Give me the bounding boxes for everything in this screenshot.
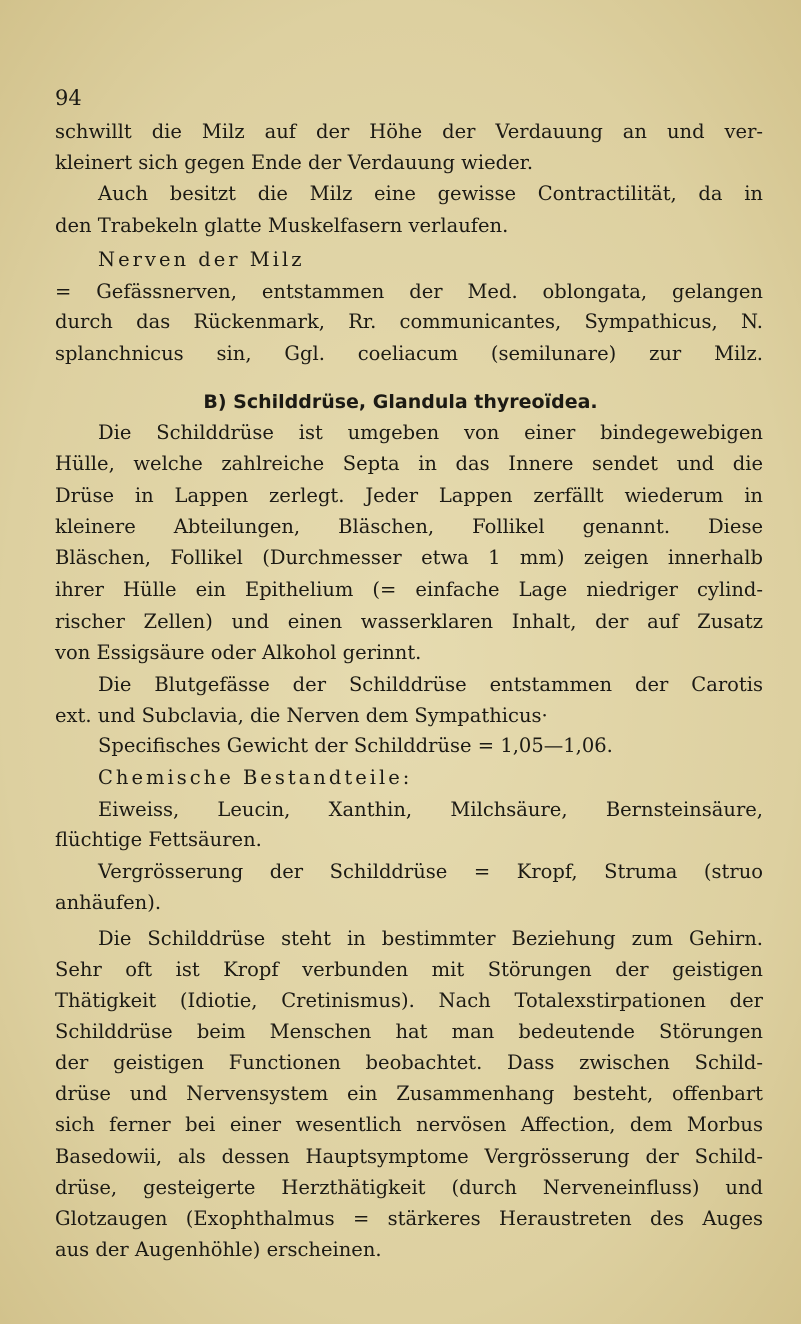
- text-line: Basedowii, als dessen Hauptsymptome Vergrösserung der Schild-: [55, 1145, 763, 1168]
- text-line: aus der Augenhöhle) erscheinen.: [55, 1238, 382, 1261]
- text-line: Drüse in Lappen zerlegt. Jeder Lappen zerfällt wiederum in: [55, 484, 763, 507]
- text-line: Chemische Bestandteile:: [98, 766, 413, 789]
- text-line: anhäufen).: [55, 891, 162, 914]
- text-line: drüse und Nervensystem ein Zusammenhang besteht, offenbart: [55, 1082, 763, 1105]
- text-line: ihrer Hülle ein Epithelium (= einfache Lage niedriger cylind-: [55, 578, 763, 601]
- text-line: Vergrösserung der Schilddrüse = Kropf, Struma (struo: [98, 860, 763, 883]
- section-heading: B) Schilddrüse, Glandula thyreoïdea.: [203, 391, 598, 413]
- text-line: rischer Zellen) und einen wasserklaren Inhalt, der auf Zusatz: [55, 610, 763, 633]
- text-line: Schilddrüse beim Menschen hat man bedeutende Störungen: [55, 1020, 763, 1043]
- text-line: Die Schilddrüse ist umgeben von einer bindegewebigen: [98, 421, 763, 444]
- text-line: Hülle, welche zahlreiche Septa in das Innere sendet und die: [55, 452, 763, 475]
- text-line: der geistigen Functionen beobachtet. Dass zwischen Schild-: [55, 1051, 763, 1074]
- text-line: kleinert sich gegen Ende der Verdauung wieder.: [55, 151, 534, 174]
- text-line: sich ferner bei einer wesentlich nervösen Affection, dem Morbus: [55, 1113, 763, 1136]
- text-line: Bläschen, Follikel (Durchmesser etwa 1 mm) zeigen innerhalb: [55, 546, 763, 569]
- text-line: Nerven der Milz: [98, 248, 305, 271]
- text-line: Specifisches Gewicht der Schilddrüse = 1,05—1,06.: [98, 734, 613, 757]
- text-line: schwillt die Milz auf der Höhe der Verdauung an und ver-: [55, 120, 763, 143]
- page-number: 94: [55, 86, 82, 110]
- text-line: Auch besitzt die Milz eine gewisse Contractilität, da in: [98, 182, 763, 205]
- text-line: kleinere Abteilungen, Bläschen, Follikel genannt. Diese: [55, 515, 763, 538]
- text-line: Glotzaugen (Exophthalmus = stärkeres Heraustreten des Auges: [55, 1207, 763, 1230]
- text-line: drüse, gesteigerte Herzthätigkeit (durch Nerveneinfluss) und: [55, 1176, 763, 1199]
- text-line: splanchnicus sin, Ggl. coeliacum (semilunare) zur Milz.: [55, 342, 763, 365]
- text-line: Eiweiss, Leucin, Xanthin, Milchsäure, Bernsteinsäure,: [98, 798, 763, 821]
- text-line: den Trabekeln glatte Muskelfasern verlaufen.: [55, 214, 509, 237]
- text-line: von Essigsäure oder Alkohol gerinnt.: [55, 641, 422, 664]
- text-line: Thätigkeit (Idiotie, Cretinismus). Nach Totalexstirpationen der: [55, 989, 763, 1012]
- text-line: Sehr oft ist Kropf verbunden mit Störungen der geistigen: [55, 958, 763, 981]
- text-line: durch das Rückenmark, Rr. communicantes, Sympathicus, N.: [55, 310, 763, 333]
- text-line: Die Blutgefässe der Schilddrüse entstammen der Carotis: [98, 673, 763, 696]
- text-line: flüchtige Fettsäuren.: [55, 828, 262, 851]
- text-line: Die Schilddrüse steht in bestimmter Beziehung zum Gehirn.: [98, 927, 763, 950]
- text-line: = Gefässnerven, entstammen der Med. oblongata, gelangen: [55, 280, 763, 303]
- text-line: ext. und Subclavia, die Nerven dem Sympathicus·: [55, 704, 548, 727]
